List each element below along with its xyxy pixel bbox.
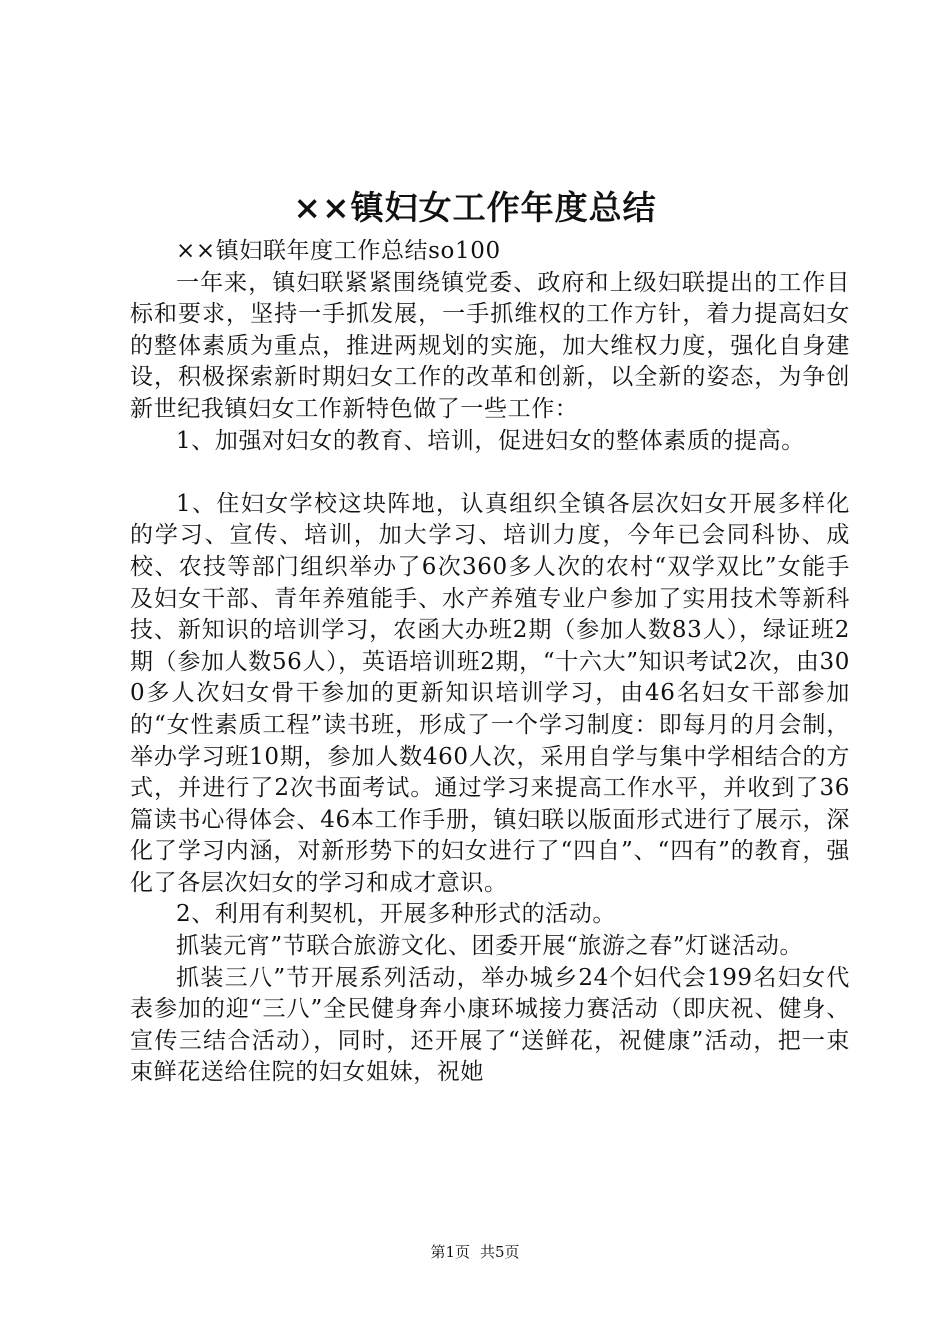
page-number: 第1页 (430, 1243, 470, 1261)
intro-paragraph: 一年来，镇妇联紧紧围绕镇党委、政府和上级妇联提出的工作目标和要求，坚持一手抓发展，一手抓维权的工作方针，着力提高妇女的整体素质为重点，推进两规划的实施，加大维权力度，强化自身建设，积极探索新时期妇女工作的改革和创新，以全新的姿态，为争创新世纪我镇妇女工作新特色做了一些工作： (130, 269, 850, 422)
section-heading-2: 2、利用有利契机，开展多种形式的活动。 (176, 901, 617, 928)
body-paragraph: 抓装元宵”节联合旅游文化、团委开展“旅游之春”灯谜活动。 (176, 933, 804, 960)
page-footer (0, 1242, 950, 1262)
blank-line (130, 457, 850, 489)
subtitle-paragraph: ××镇妇联年度工作总结so100 (176, 238, 501, 264)
body-paragraph: 抓装三八”节开展系列活动，举办城乡24个妇代会199名妇女代表参加的迎“三八”全民健身奔小康环城接力赛活动（即庆祝、健身、宣传三结合活动），同时，还开展了“送鲜花，祝健康”活动，把一束束鲜花送给住院的妇女姐妹，祝她 (130, 964, 850, 1086)
page-total: 共5页 (480, 1243, 520, 1261)
document-body (130, 236, 850, 1089)
document-title: ××镇妇女工作年度总结 (293, 188, 657, 227)
section-heading-1: 1、加强对妇女的教育、培训，促进妇女的整体素质的提高。 (176, 427, 805, 454)
body-paragraph: 1、住妇女学校这块阵地，认真组织全镇各层次妇女开展多样化的学习、宣传、培训，加大学习、培训力度，今年已会同科协、成校、农技等部门组织举办了6次360多人次的农村“双学双比”女能手及妇女干部、青年养殖能手、水产养殖专业户参加了实用技术等新科技、新知识的培训学习，农函大办班2期（参加人数83人），绿证班2期（参加人数56人），英语培训班2期，“十六大”知识考试2次，由300多人次妇女骨干参加的更新知识培训学习，由46名妇女干部参加的“女性素质工程”读书班，形成了一个学习制度：即每月的月会制，举办学习班10期，参加人数460人次，采用自学与集中学相结合的方式，并进行了2次书面考试。通过学习来提高工作水平，并收到了36篇读书心得体会、46本工作手册，镇妇联以版面形式进行了展示，深化了学习内涵，对新形势下的妇女进行了“四自”、“四有”的教育，强化了各层次妇女的学习和成才意识。 (130, 490, 850, 896)
